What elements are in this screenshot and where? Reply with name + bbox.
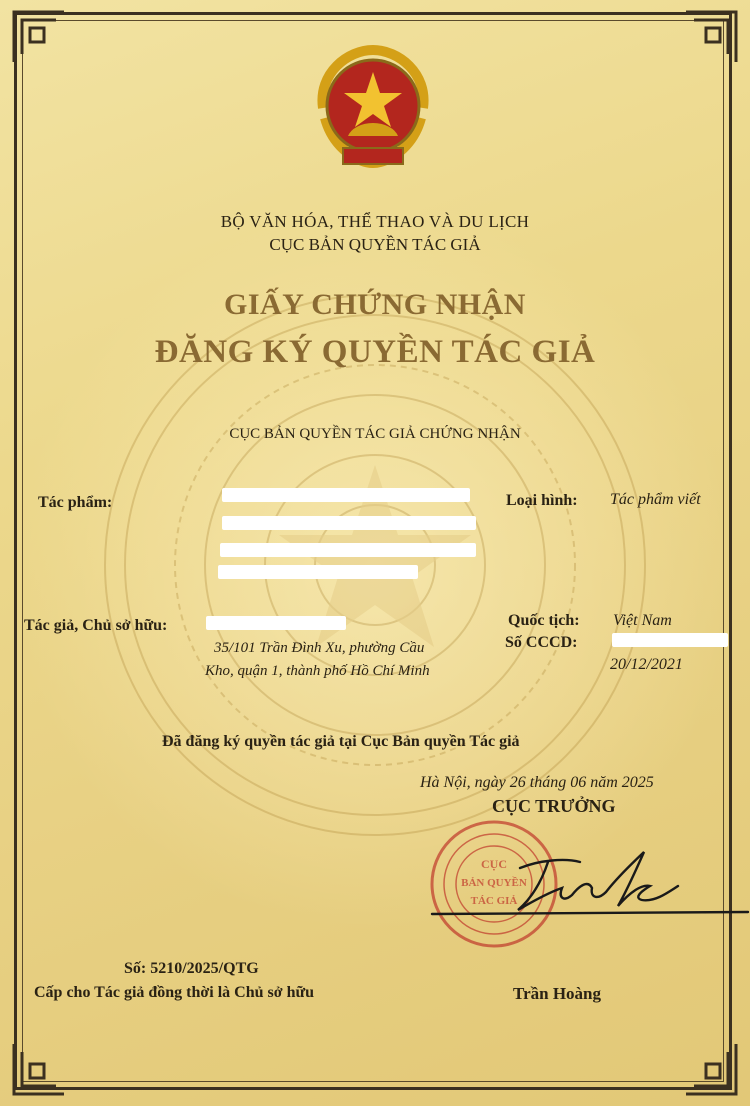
corner-ornament-bottom-right <box>682 1040 740 1098</box>
certifies-statement: CỤC BẢN QUYỀN TÁC GIẢ CHỨNG NHẬN <box>229 426 521 442</box>
seal-text-mid: BẢN QUYỀN <box>461 877 527 889</box>
redacted-id-number <box>612 633 728 647</box>
nationality-label: Quốc tịch: <box>508 612 580 629</box>
work-type-label: Loại hình: <box>506 492 578 509</box>
certificate-title-line2: ĐĂNG KÝ QUYỀN TÁC GIẢ <box>154 334 596 370</box>
author-label: Tác giả, Chủ sở hữu: <box>24 617 168 634</box>
national-emblem-icon <box>303 38 443 178</box>
certificate-number: Số: 5210/2025/QTG <box>124 960 259 977</box>
department-name: CỤC BẢN QUYỀN TÁC GIẢ <box>269 235 481 254</box>
redacted-work-title-4 <box>218 565 418 579</box>
redacted-author-name <box>206 616 346 630</box>
issued-to: Cấp cho Tác giả đồng thời là Chủ sở hữu <box>34 984 314 1001</box>
signatory-name: Trần Hoàng <box>513 984 602 1003</box>
seal-text-bottom: TÁC GIẢ <box>470 895 518 907</box>
corner-ornament-top-left <box>10 8 68 66</box>
work-type-value: Tác phẩm viết <box>610 491 701 508</box>
handwritten-signature <box>430 840 750 930</box>
ministry-name: BỘ VĂN HÓA, THỂ THAO VÀ DU LỊCH <box>220 212 530 231</box>
signatory-title: CỤC TRƯỞNG <box>492 796 616 816</box>
author-address-line2: Kho, quận 1, thành phố Hồ Chí Minh <box>205 663 430 679</box>
id-issue-date: 20/12/2021 <box>610 656 683 673</box>
seal-text-top: CỤC <box>481 857 507 871</box>
corner-ornament-bottom-left <box>10 1040 68 1098</box>
certificate-title-line1: GIẤY CHỨNG NHẬN <box>224 288 526 321</box>
work-label: Tác phẩm: <box>38 494 113 511</box>
redacted-work-title-2 <box>222 516 476 530</box>
place-date: Hà Nội, ngày 26 tháng 06 năm 2025 <box>420 774 654 791</box>
author-address-line1: 35/101 Trần Đình Xu, phường Cầu <box>214 640 425 656</box>
id-label: Số CCCD: <box>505 634 578 651</box>
nationality-value: Việt Nam <box>613 612 672 629</box>
redacted-work-title-3 <box>220 543 476 557</box>
corner-ornament-top-right <box>682 8 740 66</box>
redacted-work-title-1 <box>222 488 470 502</box>
registration-statement: Đã đăng ký quyền tác giả tại Cục Bản quyền Tác giả <box>162 733 520 750</box>
